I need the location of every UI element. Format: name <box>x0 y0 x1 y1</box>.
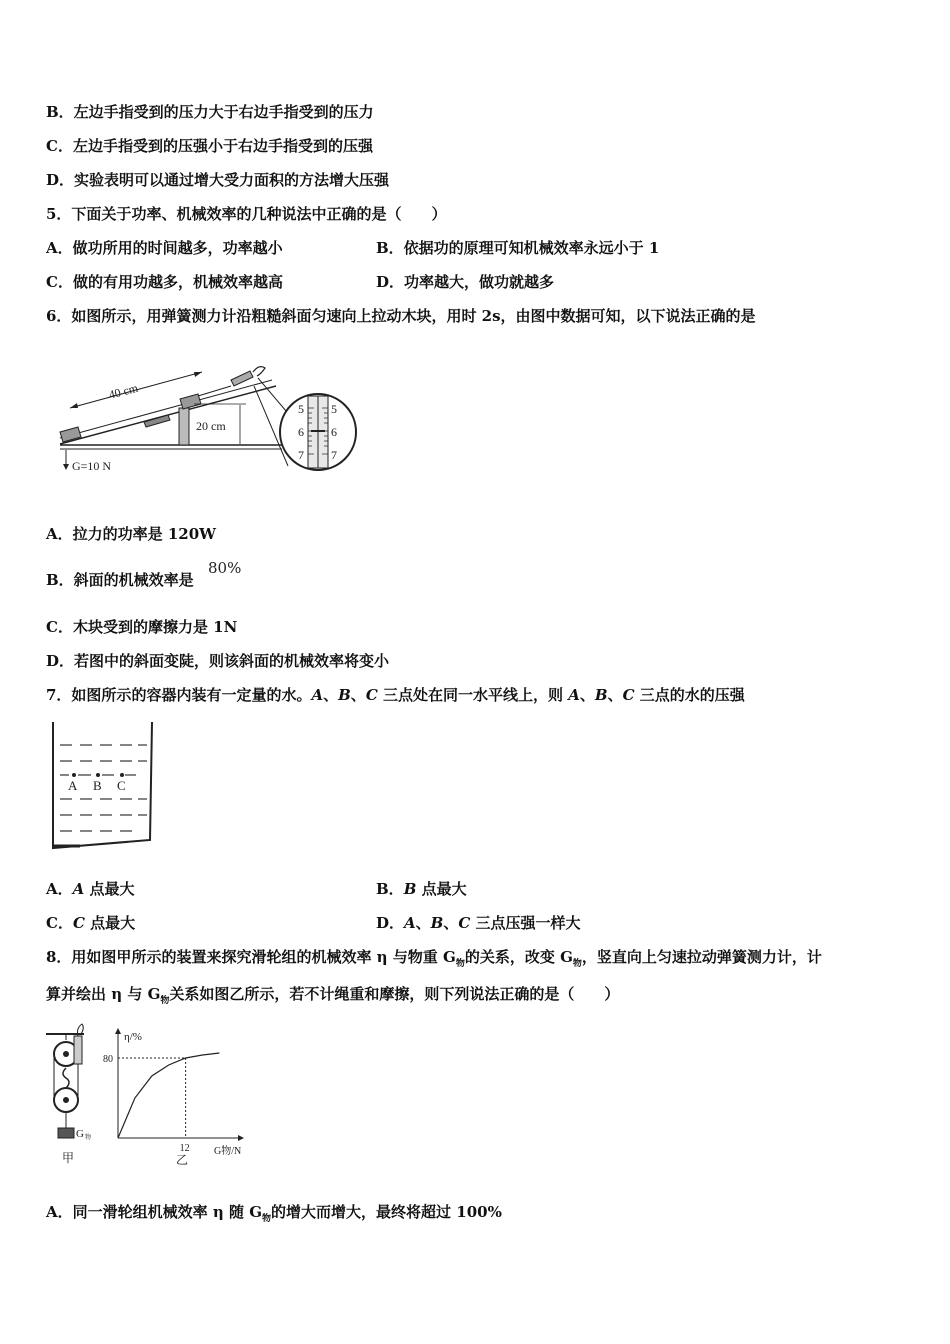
label-jia: 甲 <box>62 1151 75 1165</box>
q6-option-b-value: 80% <box>208 559 242 577</box>
q6-length-label: 40 cm <box>107 380 140 402</box>
q8-weight-sub: 物 <box>85 1135 92 1141</box>
scale-mark-5-left: 5 <box>298 402 304 416</box>
chart-y-label: η/% <box>124 1031 142 1043</box>
q4-option-c: C．左边手指受到的压强小于右边手指受到的压强 <box>46 137 373 155</box>
q8-stem-line2: 算并绘出 η 与 $G_物$关系如图乙所示，若不计绳重和摩擦，则下列说法正确的是（ ） <box>46 985 620 1006</box>
scale-mark-6-left: 6 <box>298 425 304 439</box>
q7-option-b: B．B 点最大 <box>376 880 467 898</box>
q7-container-figure <box>50 720 156 852</box>
label-yi: 乙 <box>176 1153 189 1167</box>
q4-option-b: B．左边手指受到的压力大于右边手指受到的压力 <box>46 103 374 121</box>
scale-mark-7-right: 7 <box>331 448 337 462</box>
q5-option-a: A．做功所用的时间越多，功率越小 <box>46 239 283 257</box>
q6-weight-label: G=10 N <box>72 459 112 473</box>
point-a-label: A <box>68 778 78 793</box>
point-c-label: C <box>117 778 126 793</box>
q4-option-d: D．实验表明可以通过增大受力面积的方法增大压强 <box>46 171 390 189</box>
q5-option-c: C．做的有用功越多，机械效率越高 <box>46 273 283 291</box>
point-b-label: B <box>93 778 102 793</box>
q8-stem-line1: 8．用如图甲所示的装置来探究滑轮组的机械效率 η 与物重 $G_物$的关系，改变 $G_物$，竖直向上匀速拉动弹簧测力计，计 <box>46 948 822 969</box>
q5-stem: 5．下面关于功率、机械效率的几种说法中正确的是（ ） <box>46 205 447 223</box>
scale-mark-6-right: 6 <box>331 425 337 439</box>
q8-weight-label: G <box>76 1128 84 1140</box>
q6-option-d: D．若图中的斜面变陡，则该斜面的机械效率将变小 <box>46 652 390 670</box>
q8-pulley-figure <box>44 1018 106 1168</box>
chart-y-arrow <box>115 1028 121 1034</box>
q6-option-a: A．拉力的功率是 120W <box>46 525 217 543</box>
q5-option-b: B．依据功的原理可知机械效率永远小于 1 <box>376 239 660 257</box>
chart-x-arrow <box>238 1135 244 1141</box>
q6-stem: 6．如图所示，用弹簧测力计沿粗糙斜面匀速向上拉动木块，用时 2s，由图中数据可知，以下说法正确的是 <box>46 307 756 325</box>
scale-mark-7-left: 7 <box>298 448 304 462</box>
q7-stem: 7．如图所示的容器内装有一定量的水。A、B、C 三点处在同一水平线上，则 A、B、C 三点的水的压强 <box>46 686 745 704</box>
q6-option-b: B．斜面的机械效率是 <box>46 571 194 589</box>
q7-option-d: D．A、B、C 三点压强一样大 <box>376 914 581 932</box>
y-tick-label: 80 <box>103 1054 113 1065</box>
scale-mark-5-right: 5 <box>331 402 337 416</box>
q6-height-label: 20 cm <box>196 419 226 433</box>
q8-option-a: A．同一滑轮组机械效率 η 随 $G_物$的增大而增大，最终将超过 100% <box>46 1203 502 1224</box>
q6-incline-figure <box>56 358 361 483</box>
efficiency-curve <box>118 1053 219 1138</box>
q5-option-d: D．功率越大，做功就越多 <box>376 273 555 291</box>
q7-option-a: A．A 点最大 <box>46 880 135 898</box>
q8-efficiency-chart <box>98 1018 248 1168</box>
q7-option-c: C．C 点最大 <box>46 914 136 932</box>
x-tick-label: 12 <box>179 1143 190 1154</box>
chart-x-label: G物/N <box>214 1146 242 1157</box>
q6-option-c: C．木块受到的摩擦力是 1N <box>46 618 238 636</box>
